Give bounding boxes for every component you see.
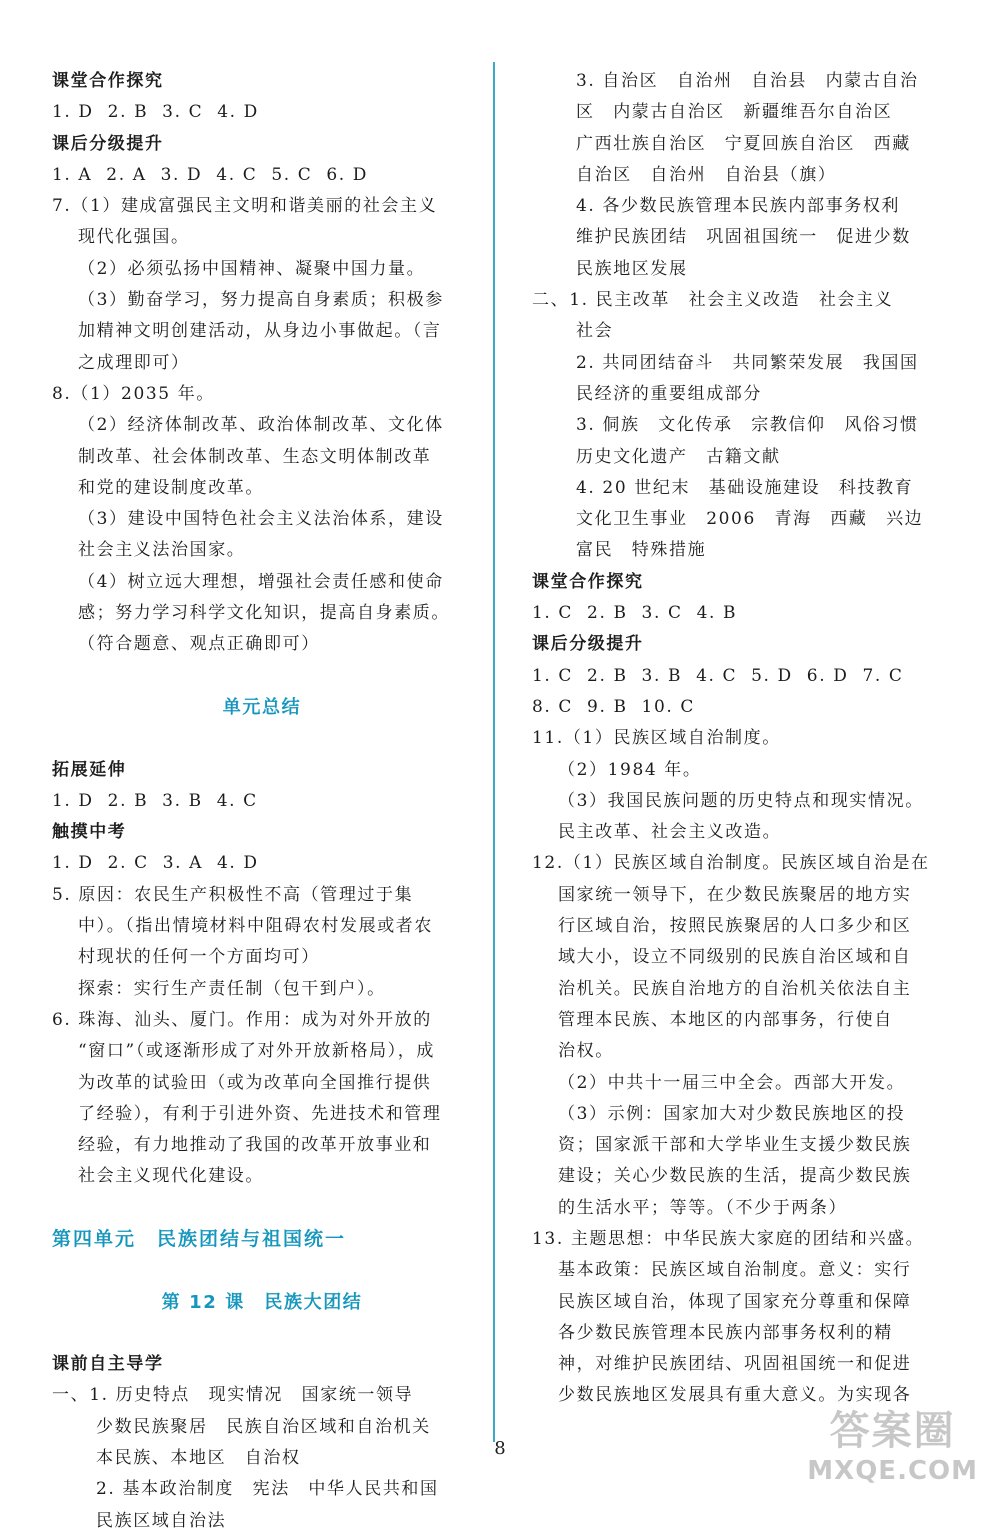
unit-summary-title: 单元总结 — [222, 696, 302, 718]
answer-line: 社会主义法治国家。 — [78, 540, 246, 561]
answer-line: 7.（1）建成富强民主文明和谐美丽的社会主义 — [52, 196, 438, 217]
answer-line: 13. 主题思想：中华民族大家庭的团结和兴盛。 — [532, 1228, 925, 1249]
unit-title: 第四单元 民族团结与祖国统一 — [52, 1227, 347, 1250]
answer-line: （3）勤奋学习，努力提高自身素质；积极参 — [78, 290, 444, 311]
answer-line: 本民族、本地区 自治权 — [96, 1448, 301, 1469]
answer-line: 国家统一领导下，在少数民族聚居的地方实 — [558, 884, 912, 905]
answer-line: 探索：实行生产责任制（包干到户）。 — [78, 978, 386, 999]
answer-line: 的生活水平；等等。（不少于两条） — [558, 1197, 848, 1218]
answer-line: （3）我国民族问题的历史特点和现实情况。 — [558, 790, 924, 811]
column-divider — [493, 62, 495, 1442]
answer-line: 经验，有力地推动了我国的改革开放事业和 — [78, 1135, 432, 1156]
answer-line: （2）经济体制改革、政治体制改革、文化体 — [78, 415, 444, 436]
answer-line: 1. D 2. B 3. C 4. D — [52, 102, 259, 123]
answer-line: 维护民族团结 巩固祖国统一 促进少数 — [576, 227, 911, 248]
answer-line: 现代化强国。 — [78, 227, 190, 248]
answer-line: 区 内蒙古自治区 新疆维吾尔自治区 — [576, 102, 893, 123]
answer-line: 了经验），有利于引进外资、先进技术和管理 — [78, 1103, 442, 1124]
answer-line: 中）。（指出情境材料中阻碍农村发展或者农 — [78, 916, 433, 937]
answer-line: 2. 共同团结奋斗 共同繁荣发展 我国国 — [576, 352, 919, 373]
answer-line: 村现状的任何一个方面均可） — [78, 947, 320, 968]
answer-line: 3. 侗族 文化传承 宗教信仰 风俗习惯 — [576, 415, 919, 436]
lesson-title: 第 12 课 民族大团结 — [161, 1291, 363, 1313]
answer-line: 11.（1）民族区域自治制度。 — [532, 728, 781, 749]
section-heading: 课后分级提升 — [52, 133, 164, 154]
watermark-brand: 答案圈 — [829, 1408, 956, 1454]
section-heading: 课堂合作探究 — [532, 571, 644, 592]
answer-line: 自治区 自治州 自治县（旗） — [576, 164, 837, 185]
answer-line: 5. 原因：农民生产积极性不高（管理过于集 — [52, 884, 414, 905]
answer-line: 1. C 2. B 3. C 4. B — [532, 603, 738, 624]
answer-line: （3）建设中国特色社会主义法治体系，建设 — [78, 509, 444, 530]
answer-line: 管理本民族、本地区的内部事务，行使自 — [558, 1009, 893, 1030]
answer-line: 8.（1）2035 年。 — [52, 383, 215, 404]
answer-line: 建设；关心少数民族的生活，提高少数民族 — [558, 1166, 912, 1187]
answer-line: 历史文化遗产 古籍文献 — [576, 446, 781, 467]
answer-line: 治权。 — [558, 1041, 614, 1062]
answer-line: 行区域自治，按照民族聚居的人口多少和区 — [558, 916, 912, 937]
answer-line: 1. C 2. B 3. B 4. C 5. D 6. D 7. C — [532, 665, 904, 686]
answer-line: 和党的建设制度改革。 — [78, 477, 264, 498]
answer-line: 4. 各少数民族管理本民族内部事务权利 — [576, 196, 901, 217]
answer-line: 民族地区发展 — [576, 258, 688, 279]
answer-line: 制改革、社会体制改革、生态文明体制改革 — [78, 446, 432, 467]
answer-line: （符合题意、观点正确即可） — [78, 634, 320, 655]
answer-line: 民族区域自治法 — [96, 1510, 227, 1531]
answer-line: 1. A 2. A 3. D 4. C 5. C 6. D — [52, 164, 369, 185]
answer-line: 民主改革、社会主义改造。 — [558, 822, 782, 843]
answer-line: （4）树立远大理想，增强社会责任感和使命 — [78, 571, 444, 592]
answer-line: 加精神文明创建活动，从身边小事做起。（言 — [78, 321, 442, 342]
answer-line: 社会 — [576, 321, 614, 342]
answer-line: 2. 基本政治制度 宪法 中华人民共和国 — [96, 1479, 439, 1500]
answer-line: 民经济的重要组成部分 — [576, 383, 762, 404]
watermark-site: MXQE.COM — [807, 1456, 978, 1486]
answer-line: 之成理即可） — [78, 352, 190, 373]
answer-line: 文化卫生事业 2006 青海 西藏 兴边 — [576, 509, 924, 530]
answer-line: 社会主义现代化建设。 — [78, 1166, 264, 1187]
answer-line: 广西壮族自治区 宁夏回族自治区 西藏 — [576, 133, 911, 154]
section-heading: 触摸中考 — [52, 822, 127, 843]
answer-line: 少数民族聚居 民族自治区域和自治机关 — [96, 1416, 431, 1437]
answer-line: 富民 特殊措施 — [576, 540, 707, 561]
answer-line: 3. 自治区 自治州 自治县 内蒙古自治 — [576, 71, 919, 91]
answer-line: 二、1. 民主改革 社会主义改造 社会主义 — [532, 290, 894, 311]
answer-line: 资；国家派干部和大学毕业生支援少数民族 — [558, 1135, 912, 1156]
left-column — [52, 66, 472, 1537]
section-heading: 课后分级提升 — [532, 634, 644, 655]
answer-line: （3）示例：国家加大对少数民族地区的投 — [558, 1103, 906, 1124]
section-heading: 课前自主导学 — [52, 1354, 164, 1375]
answer-line: 一、1. 历史特点 现实情况 国家统一领导 — [52, 1385, 414, 1406]
answer-line: 域大小，设立不同级别的民族自治区域和自 — [558, 947, 912, 968]
answer-line: 6. 珠海、汕头、厦门。作用：成为对外开放的 — [52, 1009, 432, 1030]
answer-line: 1. D 2. B 3. B 4. C — [52, 790, 258, 811]
answer-line: （2）1984 年。 — [558, 759, 702, 780]
answer-line: （2）中共十一届三中全会。西部大开发。 — [558, 1072, 906, 1093]
section-heading: 拓展延伸 — [52, 759, 127, 780]
answer-line: 神，对维护民族团结、巩固祖国统一和促进 — [558, 1354, 912, 1375]
answer-line: 4. 20 世纪末 基础设施建设 科技教育 — [576, 477, 914, 498]
watermark-logo — [807, 1399, 978, 1486]
page-number: 8 — [494, 1438, 506, 1459]
section-heading: 课堂合作探究 — [52, 71, 164, 91]
answer-line: 1. D 2. C 3. A 4. D — [52, 853, 259, 874]
answer-line: 治机关。民族自治地方的自治机关依法自主 — [558, 978, 912, 999]
answer-line: （2）必须弘扬中国精神、凝聚中国力量。 — [78, 258, 426, 279]
answer-line: 民族区域自治，体现了国家充分尊重和保障 — [558, 1291, 912, 1312]
answer-line: “窗口”（或逐渐形成了对外开放新格局），成 — [78, 1041, 435, 1062]
answer-line: 为改革的试验田（或为改革向全国推行提供 — [78, 1072, 432, 1093]
right-column — [532, 66, 942, 1412]
answer-line: 12.（1）民族区域自治制度。民族区域自治是在 — [532, 853, 930, 874]
answer-line: 基本政策：民族区域自治制度。意义：实行 — [558, 1260, 912, 1281]
answer-line: 少数民族地区发展具有重大意义。为实现各 — [558, 1385, 912, 1406]
answer-line: 8. C 9. B 10. C — [532, 696, 696, 717]
answer-line: 各少数民族管理本民族内部事务权利的精 — [558, 1322, 893, 1343]
answer-line: 感；努力学习科学文化知识，提高自身素质。 — [78, 603, 450, 624]
